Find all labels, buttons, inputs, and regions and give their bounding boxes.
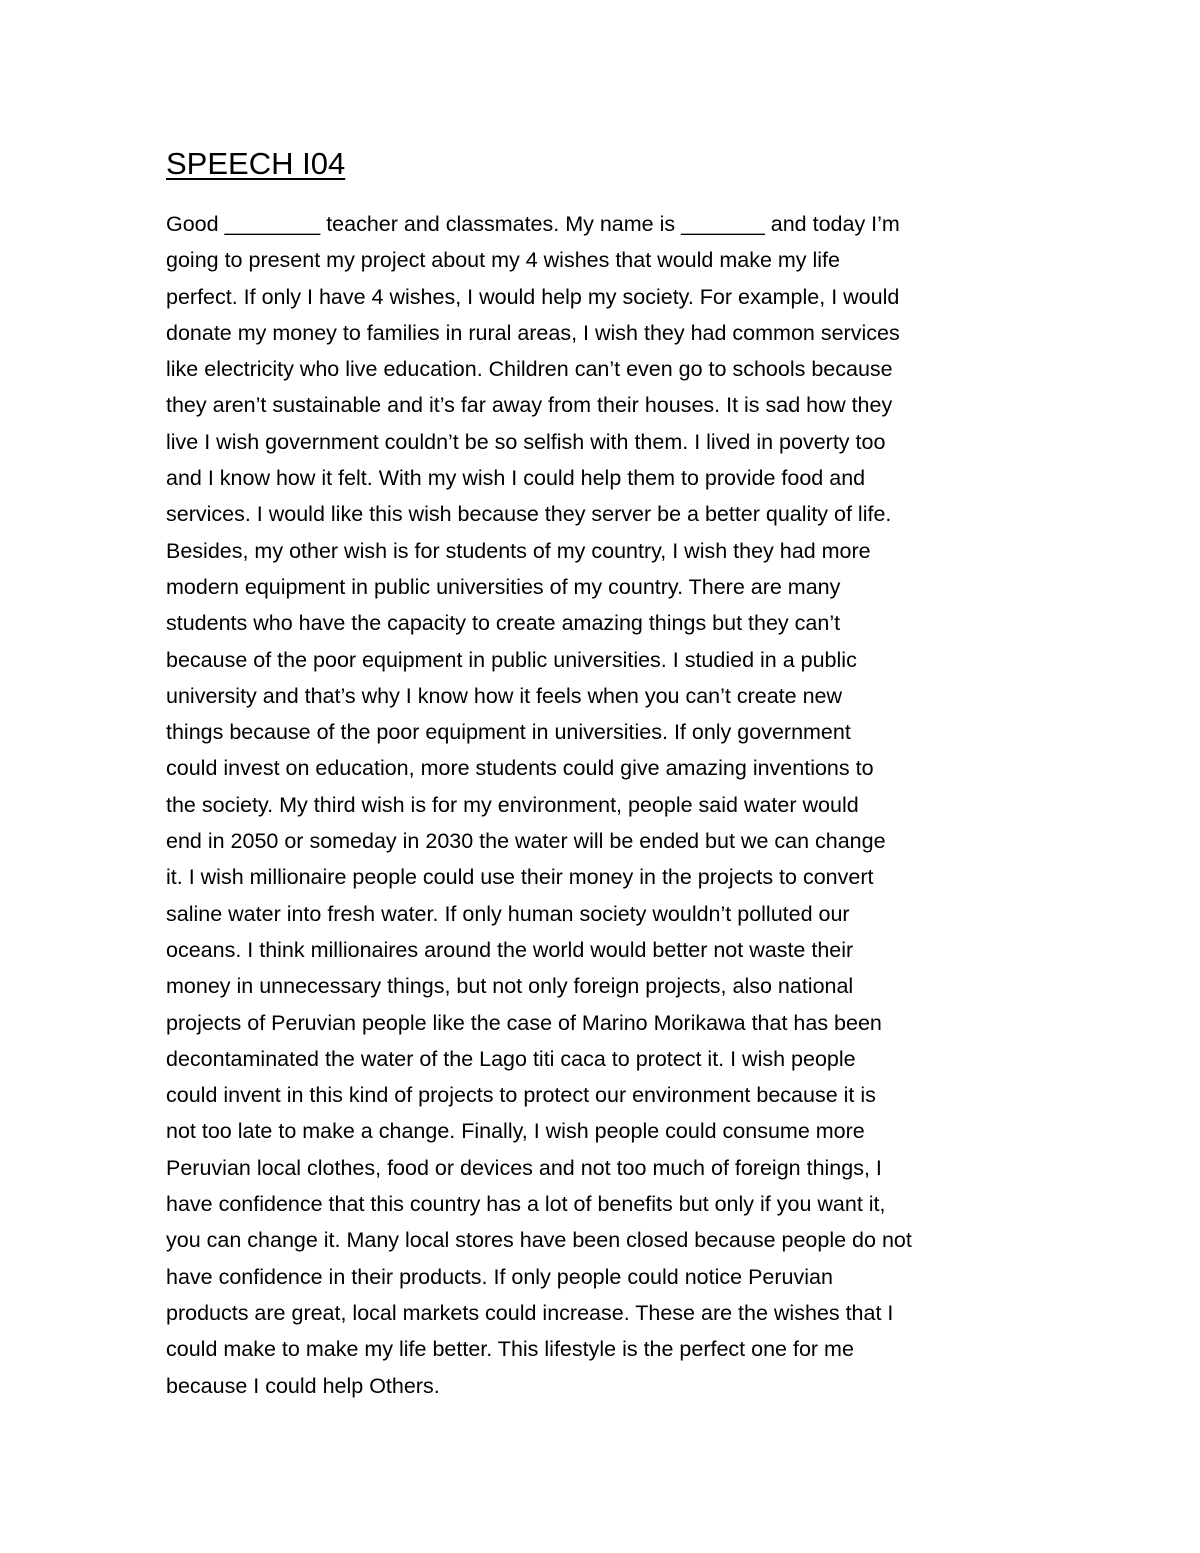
body-line: like electricity who live education. Children can’t even go to schools because xyxy=(166,357,893,382)
body-line: could invest on education, more students could give amazing inventions to xyxy=(166,756,874,781)
body-line: money in unnecessary things, but not only foreign projects, also national xyxy=(166,974,854,999)
document-title: SPEECH I04 xyxy=(166,146,346,181)
body-line: live I wish government couldn’t be so selfish with them. I lived in poverty too xyxy=(166,429,886,454)
body-line: Peruvian local clothes, food or devices and not too much of foreign things, I xyxy=(166,1155,882,1180)
body-line: have confidence in their products. If only people could notice Peruvian xyxy=(166,1264,833,1289)
body-line: you can change it. Many local stores have been closed because people do not xyxy=(166,1228,912,1253)
body-line: products are great, local markets could increase. These are the wishes that I xyxy=(166,1300,894,1325)
body-line: Good ________ teacher and classmates. My name is _______ and today I’m xyxy=(166,212,900,236)
body-line: it. I wish millionaire people could use their money in the projects to convert xyxy=(166,865,874,890)
body-line: decontaminated the water of the Lago titi caca to protect it. I wish people xyxy=(166,1046,856,1071)
body-line: because of the poor equipment in public universities. I studied in a public xyxy=(166,647,857,672)
speech-body xyxy=(166,206,1066,1404)
body-line: things because of the poor equipment in universities. If only government xyxy=(166,720,851,745)
body-line: because I could help Others. xyxy=(166,1373,440,1398)
body-line: they aren’t sustainable and it’s far away from their houses. It is sad how they xyxy=(166,393,893,418)
body-line: students who have the capacity to create amazing things but they can’t xyxy=(166,611,841,636)
body-line: end in 2050 or someday in 2030 the water will be ended but we can change xyxy=(166,829,886,854)
body-line: services. I would like this wish because they server be a better quality of life. xyxy=(166,502,892,527)
body-line: and I know how it felt. With my wish I could help them to provide food and xyxy=(166,466,866,491)
body-line: projects of Peruvian people like the case of Marino Morikawa that has been xyxy=(166,1010,882,1035)
body-line: have confidence that this country has a lot of benefits but only if you want it, xyxy=(166,1192,886,1217)
body-line: could invent in this kind of projects to protect our environment because it is xyxy=(166,1083,876,1108)
body-line: university and that’s why I know how it feels when you can’t create new xyxy=(166,683,843,708)
body-line: modern equipment in public universities of my country. There are many xyxy=(166,574,841,599)
body-line: perfect. If only I have 4 wishes, I would help my society. For example, I would xyxy=(166,284,900,309)
body-line: the society. My third wish is for my environment, people said water would xyxy=(166,792,859,817)
body-line: oceans. I think millionaires around the world would better not waste their xyxy=(166,937,854,962)
body-line: donate my money to families in rural areas, I wish they had common services xyxy=(166,320,900,345)
body-line: going to present my project about my 4 wishes that would make my life xyxy=(166,248,840,273)
body-line: could make to make my life better. This lifestyle is the perfect one for me xyxy=(166,1337,854,1362)
body-line: Besides, my other wish is for students of my country, I wish they had more xyxy=(166,538,871,563)
body-line: saline water into fresh water. If only human society wouldn’t polluted our xyxy=(166,901,850,926)
body-line: not too late to make a change. Finally, I wish people could consume more xyxy=(166,1119,865,1144)
